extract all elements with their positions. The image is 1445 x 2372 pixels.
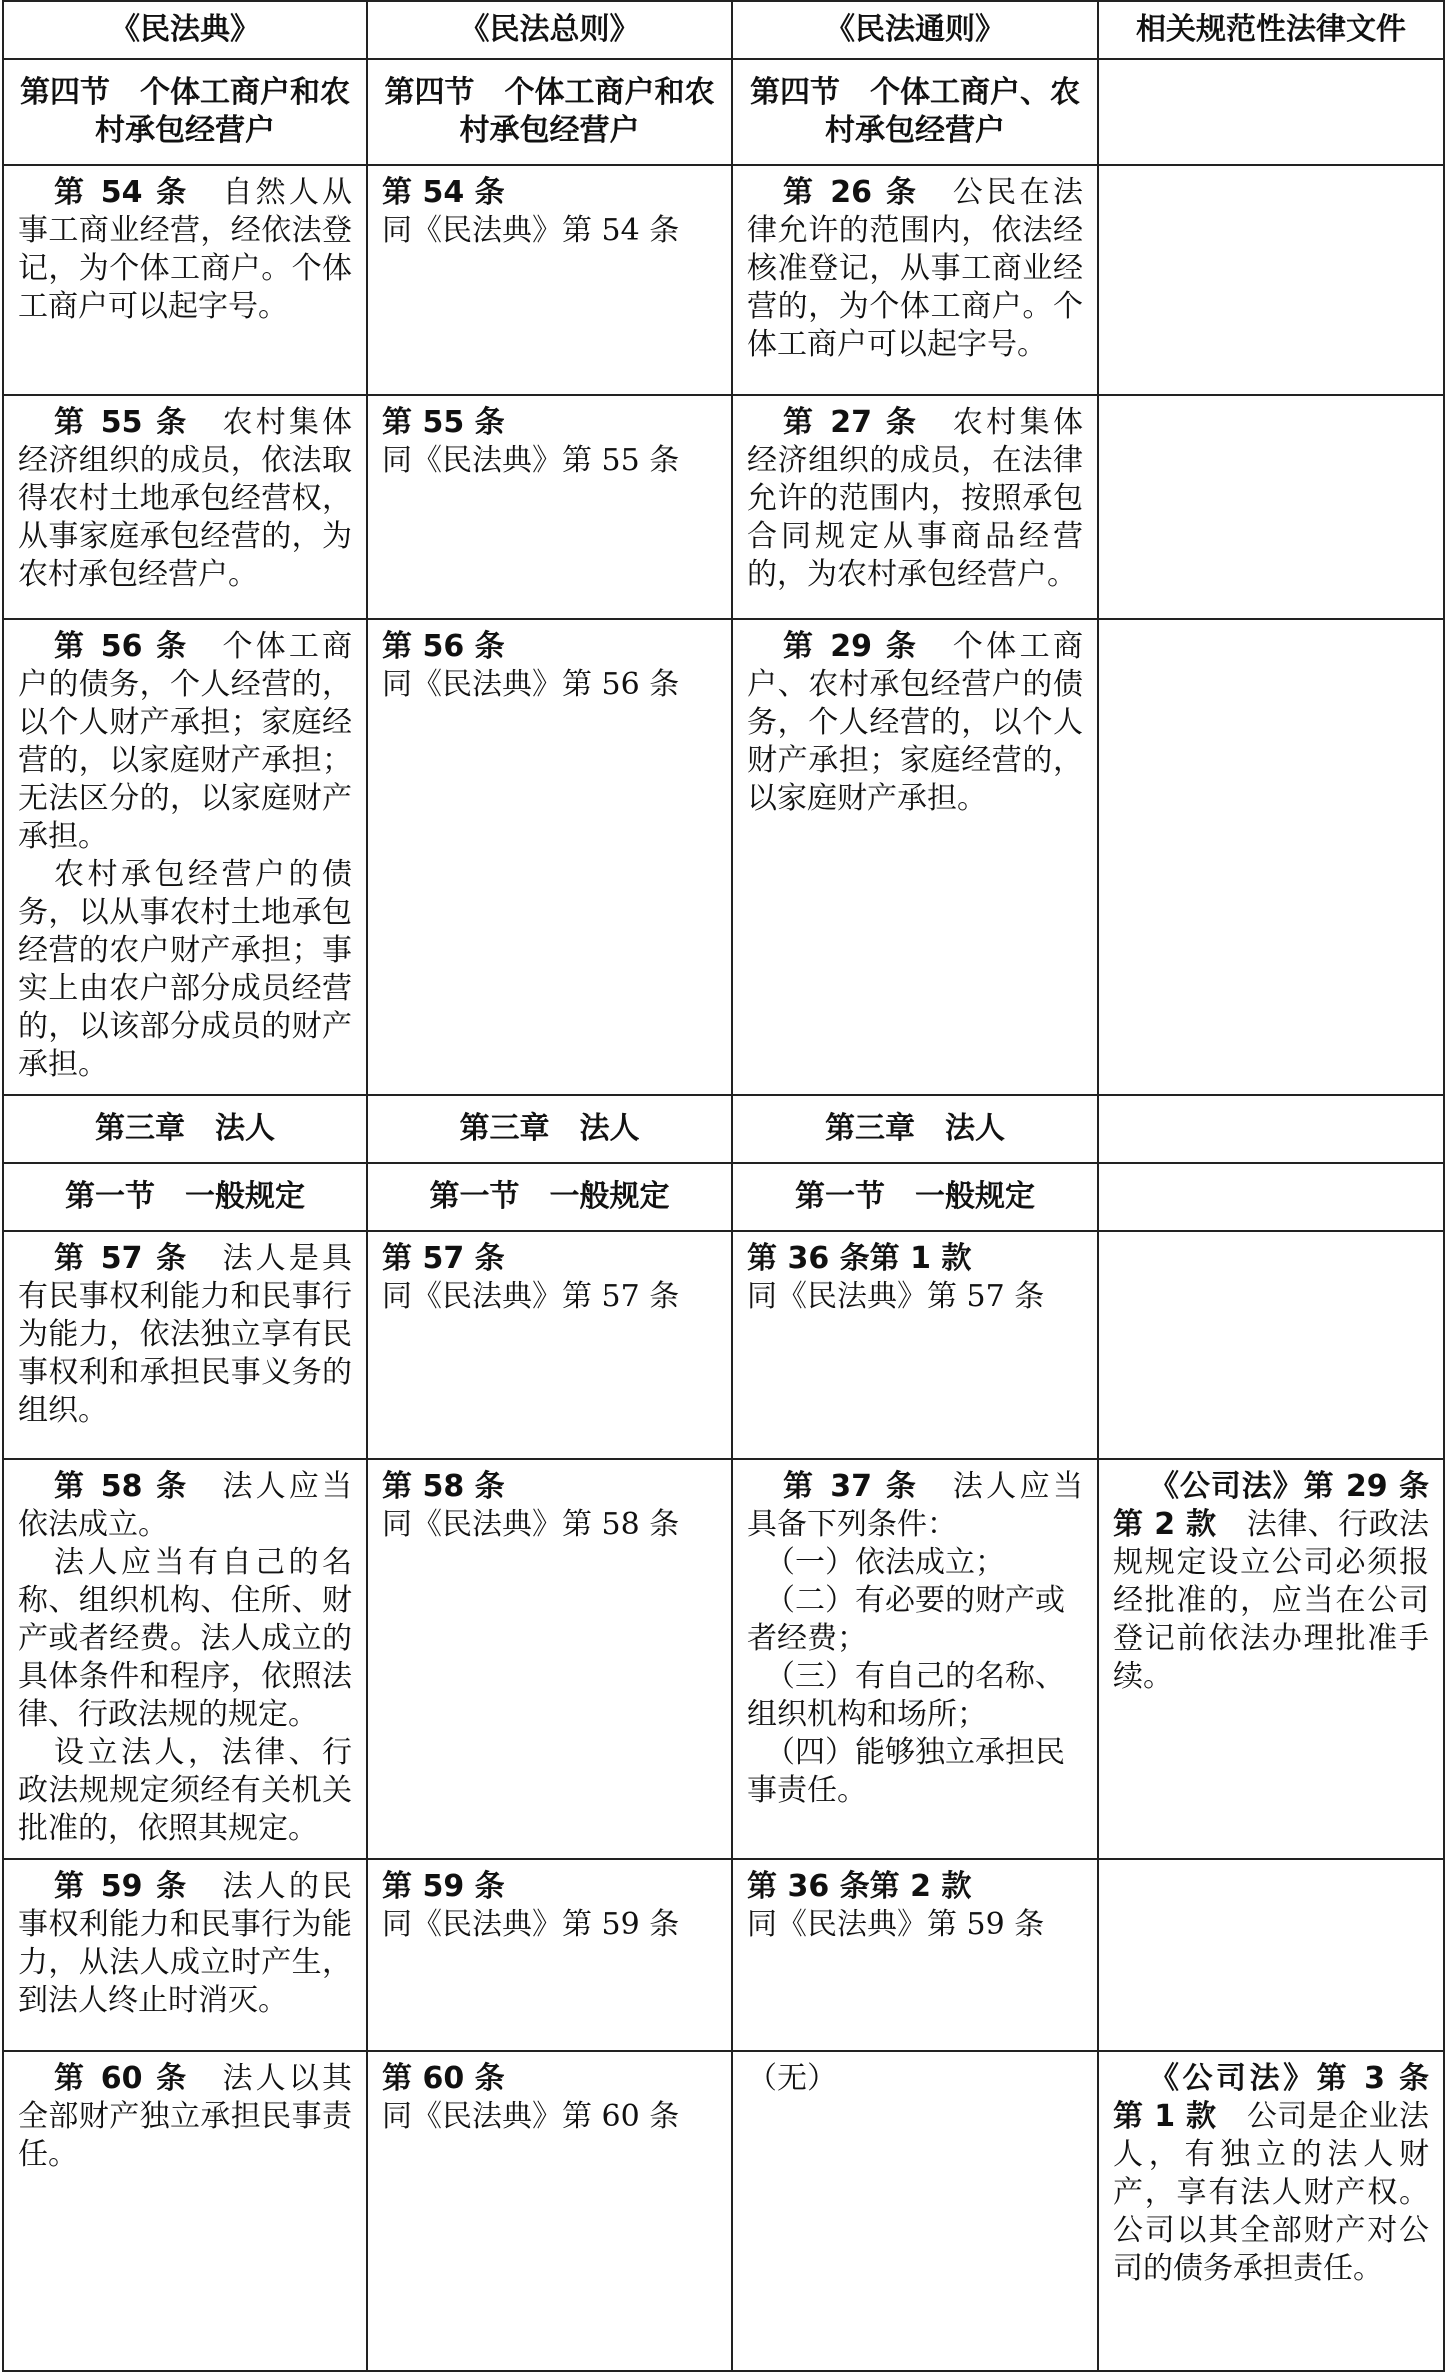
article-text: 法人的民事权利能力和民事行为能力，从法人成立时产生，到法人终止时消灭。 [18,1869,353,2018]
article-text: 同《民法典》第 59 条 [382,1907,680,1942]
condition-item: （二）有必要的财产或者经费； [747,1583,1065,1656]
empty-cell [1098,1859,1444,2051]
article-number: 第 36 条第 2 款 [747,1869,972,1904]
article-number: 第 27 条 [783,405,920,440]
section-title: 第四节 个体工商户和农村承包经营户 [3,59,367,165]
article-cell [3,1459,367,1859]
empty-cell [1098,619,1444,1095]
section-title: 第一节 一般规定 [732,1163,1098,1231]
section-title: 第四节 个体工商户和农村承包经营户 [367,59,732,165]
article-paragraph: 设立法人，法律、行政法规规定须经有关机关批准的，依照其规定。 [18,1735,352,1846]
related-article-text: 法律、行政法规规定设立公司必须报经批准的，应当在公司登记前依法办理批准手续。 [1113,1507,1430,1694]
article-text: 个体工商户、农村承包经营户的债务，个人经营的，以个人财产承担；家庭经营的，以家庭财产承担。 [747,629,1084,816]
article-number: 第 58 条 [382,1469,505,1504]
chapter-row-3 [3,1095,1444,1163]
article-number: 第 56 条 [382,629,505,664]
empty-cell [1098,59,1444,165]
article-text: 法人应当依法成立。 [18,1469,353,1542]
article-number: 第 54 条 [54,175,190,210]
article-cell [732,619,1098,1095]
article-text: 农村集体经济组织的成员，依法取得农村土地承包经营权，从事家庭承包经营的，为农村承包经营户。 [18,405,353,592]
header-general-provisions: 《民法总则》 [367,1,732,59]
condition-item: （四）能够独立承担民事责任。 [747,1735,1065,1808]
article-row-56 [3,619,1444,1095]
article-number: 第 54 条 [382,175,505,210]
empty-cell [1098,1231,1444,1459]
article-text: 同《民法典》第 60 条 [382,2099,680,2134]
article-cell [367,1859,732,2051]
article-cell [3,619,367,1095]
article-number: 第 59 条 [382,1869,505,1904]
article-row-57 [3,1231,1444,1459]
article-number: 第 57 条 [382,1241,505,1276]
empty-cell [1098,1163,1444,1231]
empty-cell [1098,395,1444,619]
article-cell [367,619,732,1095]
article-text: 农村集体经济组织的成员，在法律允许的范围内，按照承包合同规定从事商品经营的，为农村承包经营户。 [747,405,1084,592]
article-cell [367,1459,732,1859]
article-text: 同《民法典》第 55 条 [382,443,680,478]
section-row-4 [3,59,1444,165]
article-cell [732,1231,1098,1459]
article-number: 第 55 条 [54,405,190,440]
article-row-60 [3,2051,1444,2371]
article-cell [3,1231,367,1459]
chapter-title: 第三章 法人 [3,1095,367,1163]
article-paragraph: 农村承包经营户的债务，以从事农村土地承包经营的农户财产承担；事实上由农户部分成员经营的，以该部分成员的财产承担。 [18,857,352,1082]
article-number: 第 26 条 [783,175,920,210]
related-article-text: 公司是企业法人，有独立的法人财产，享有法人财产权。公司以其全部财产对公司的债务承担责任。 [1113,2099,1430,2286]
article-text: 法人是具有民事权利能力和民事行为能力，依法独立享有民事权利和承担民事义务的组织。 [18,1241,353,1428]
article-row-55 [3,395,1444,619]
related-document-cell [1098,1459,1444,1859]
article-cell [732,1459,1098,1859]
related-article-ref: 《公司法》第 29 条第 2 款 [1113,1469,1429,1542]
article-cell [732,1859,1098,2051]
article-number: 第 56 条 [54,629,190,664]
article-text: 自然人从事工商业经营，经依法登记，为个体工商户。个体工商户可以起字号。 [18,175,353,324]
article-row-59 [3,1859,1444,2051]
empty-cell [1098,165,1444,395]
article-number: 第 59 条 [54,1869,190,1904]
section-title: 第四节 个体工商户、农村承包经营户 [732,59,1098,165]
article-text: 同《民法典》第 54 条 [382,213,680,248]
section-title: 第一节 一般规定 [3,1163,367,1231]
article-paragraph: 法人应当有自己的名称、组织机构、住所、财产或者经费。法人成立的具体条件和程序，依照法律、行政法规的规定。 [18,1545,352,1732]
law-comparison-table [2,0,1445,2372]
article-cell [367,2051,732,2371]
article-text: 同《民法典》第 59 条 [747,1907,1045,1942]
header-general-principles: 《民法通则》 [732,1,1098,59]
article-number: 第 55 条 [382,405,505,440]
chapter-title: 第三章 法人 [367,1095,732,1163]
condition-item: （一）依法成立； [765,1545,1005,1580]
article-text: 公民在法律允许的范围内，依法经核准登记，从事工商业经营的，为个体工商户。个体工商户可以起字号。 [747,175,1084,362]
article-text: 同《民法典》第 57 条 [382,1279,680,1314]
header-row [3,1,1444,59]
empty-cell [1098,1095,1444,1163]
related-article-ref: 《公司法》第 3 条第 1 款 [1113,2061,1429,2134]
article-number: 第 29 条 [783,629,920,664]
article-cell [3,165,367,395]
article-number: 第 36 条第 1 款 [747,1241,972,1276]
related-document-cell [1098,2051,1444,2371]
article-number: 第 37 条 [783,1469,920,1504]
article-text: 个体工商户的债务，个人经营的，以个人财产承担；家庭经营的，以家庭财产承担；无法区分的，以家庭财产承担。 [18,629,353,854]
section-title: 第一节 一般规定 [367,1163,732,1231]
header-civil-code: 《民法典》 [3,1,367,59]
section-row-1 [3,1163,1444,1231]
article-number: 第 58 条 [54,1469,190,1504]
condition-item: （三）有自己的名称、组织机构和场所； [747,1659,1065,1732]
article-number: 第 60 条 [382,2061,505,2096]
article-row-54 [3,165,1444,395]
article-number: 第 60 条 [54,2061,190,2096]
article-cell [732,165,1098,395]
article-text: 法人应当具备下列条件： [747,1469,1084,1542]
chapter-title: 第三章 法人 [732,1095,1098,1163]
article-text: 同《民法典》第 56 条 [382,667,680,702]
header-related-documents: 相关规范性法律文件 [1098,1,1444,59]
article-text: 同《民法典》第 57 条 [747,1279,1045,1314]
article-cell [367,165,732,395]
article-cell [732,2051,1098,2371]
article-cell [3,395,367,619]
article-cell [367,395,732,619]
article-cell [367,1231,732,1459]
article-cell [3,1859,367,2051]
article-cell [3,2051,367,2371]
no-equivalent: （无） [747,2061,837,2096]
article-text: 法人以其全部财产独立承担民事责任。 [18,2061,353,2172]
article-cell [732,395,1098,619]
article-number: 第 57 条 [54,1241,190,1276]
article-text: 同《民法典》第 58 条 [382,1507,680,1542]
article-row-58 [3,1459,1444,1859]
